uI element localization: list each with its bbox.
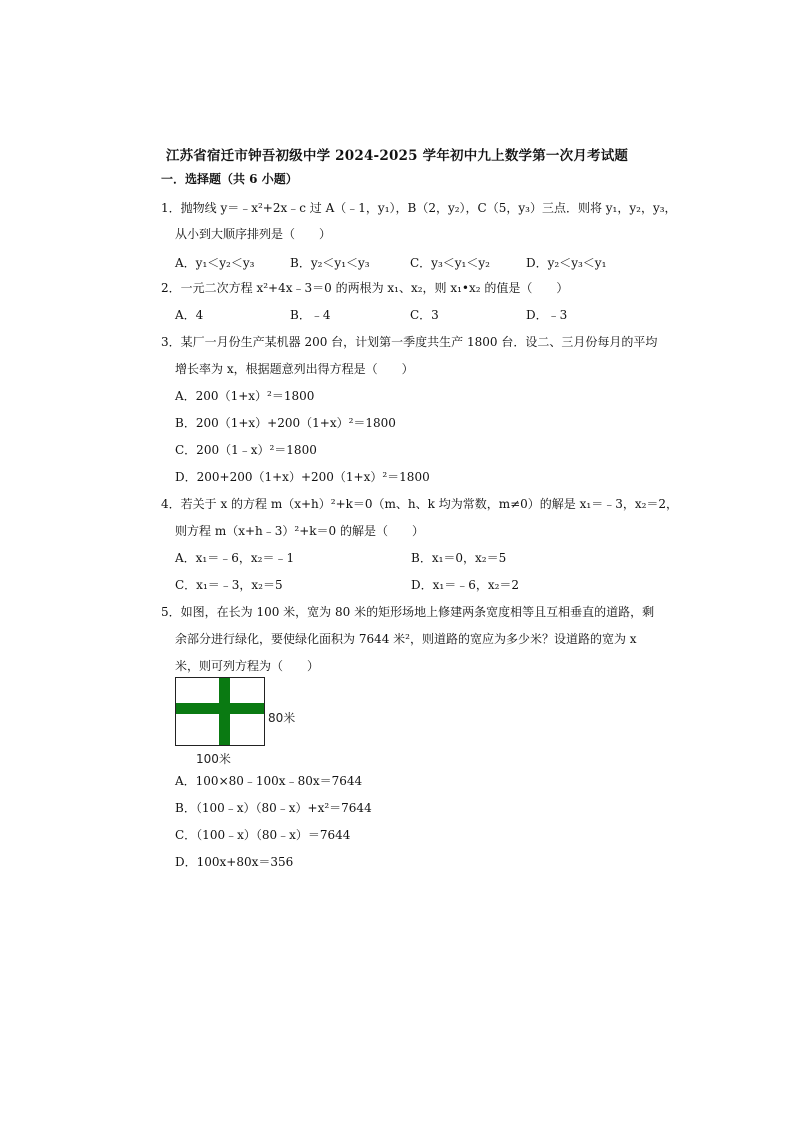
height-label: 80米	[268, 711, 296, 725]
question-5-option-b[interactable]: B．（100﹣x）（80﹣x）+x²＝7644	[175, 801, 372, 815]
question-2-option-c[interactable]: C．3	[410, 308, 439, 322]
question-2-option-b[interactable]: B．﹣4	[290, 308, 331, 322]
question-1-option-d[interactable]: D．y₂＜y₃＜y₁	[526, 256, 607, 270]
question-1-option-a[interactable]: A．y₁＜y₂＜y₃	[175, 256, 255, 270]
exam-title: 江苏省宿迁市钟吾初级中学 2024-2025 学年初中九上数学第一次月考试题	[165, 148, 629, 164]
question-2-option-d[interactable]: D．﹣3	[526, 308, 568, 322]
question-1-line-2: 从小到大顺序排列是（ ）	[175, 227, 332, 241]
question-3-option-b[interactable]: B．200（1+x）+200（1+x）²＝1800	[175, 416, 396, 430]
road-layout-diagram	[175, 677, 265, 746]
width-label: 100米	[196, 752, 231, 766]
section-heading: 一．选择题（共 6 小题）	[161, 172, 298, 186]
question-2-option-a[interactable]: A．4	[175, 308, 204, 322]
question-3-option-c[interactable]: C．200（1﹣x）²＝1800	[175, 443, 317, 457]
question-1-option-c[interactable]: C．y₃＜y₁＜y₂	[410, 256, 490, 270]
question-1-line-1: 1．抛物线 y＝﹣x²+2x﹣c 过 A（﹣1，y₁），B（2，y₂），C（5，y₃）三点．则将 y₁，y₂，y₃，	[161, 201, 677, 215]
question-2-line-1: 2．一元二次方程 x²+4x﹣3＝0 的两根为 x₁、x₂，则 x₁•x₂ 的值是（ ）	[161, 281, 569, 295]
question-5-line-3: 米，则可列方程为（ ）	[175, 659, 320, 673]
question-4-line-2: 则方程 m（x+h﹣3）²+k＝0 的解是（ ）	[175, 524, 424, 538]
question-3-option-a[interactable]: A．200（1+x）²＝1800	[175, 389, 315, 403]
question-3-option-d[interactable]: D．200+200（1+x）+200（1+x）²＝1800	[175, 470, 430, 484]
vertical-road	[219, 678, 230, 745]
question-5-option-c[interactable]: C．（100﹣x）（80﹣x）＝7644	[175, 828, 351, 842]
question-4-line-1: 4．若关于 x 的方程 m（x+h）²+k＝0（m、h、k 均为常数，m≠0）的解是 x₁＝﹣3，x₂＝2，	[161, 497, 679, 511]
question-5-option-a[interactable]: A．100×80﹣100x﹣80x＝7644	[175, 774, 363, 788]
question-4-option-d[interactable]: D．x₁＝﹣6，x₂＝2	[411, 578, 520, 592]
question-5-line-1: 5．如图，在长为 100 米，宽为 80 米的矩形场地上修建两条宽度相等且互相垂直的道路，剩	[161, 605, 655, 619]
question-1-option-b[interactable]: B．y₂＜y₁＜y₃	[290, 256, 370, 270]
question-5-line-2: 余部分进行绿化，要使绿化面积为 7644 米²，则道路的宽应为多少米？设道路的宽为 x	[175, 632, 637, 646]
question-5-option-d[interactable]: D．100x+80x＝356	[175, 855, 294, 869]
question-4-option-b[interactable]: B．x₁＝0，x₂＝5	[411, 551, 507, 565]
question-4-option-c[interactable]: C．x₁＝﹣3，x₂＝5	[175, 578, 283, 592]
question-3-line-1: 3．某厂一月份生产某机器 200 台，计划第一季度共生产 1800 台．设二、三月份每月的平均	[161, 335, 658, 349]
question-4-option-a[interactable]: A．x₁＝﹣6，x₂＝﹣1	[175, 551, 295, 565]
question-3-line-2: 增长率为 x，根据题意列出得方程是（ ）	[175, 362, 414, 376]
